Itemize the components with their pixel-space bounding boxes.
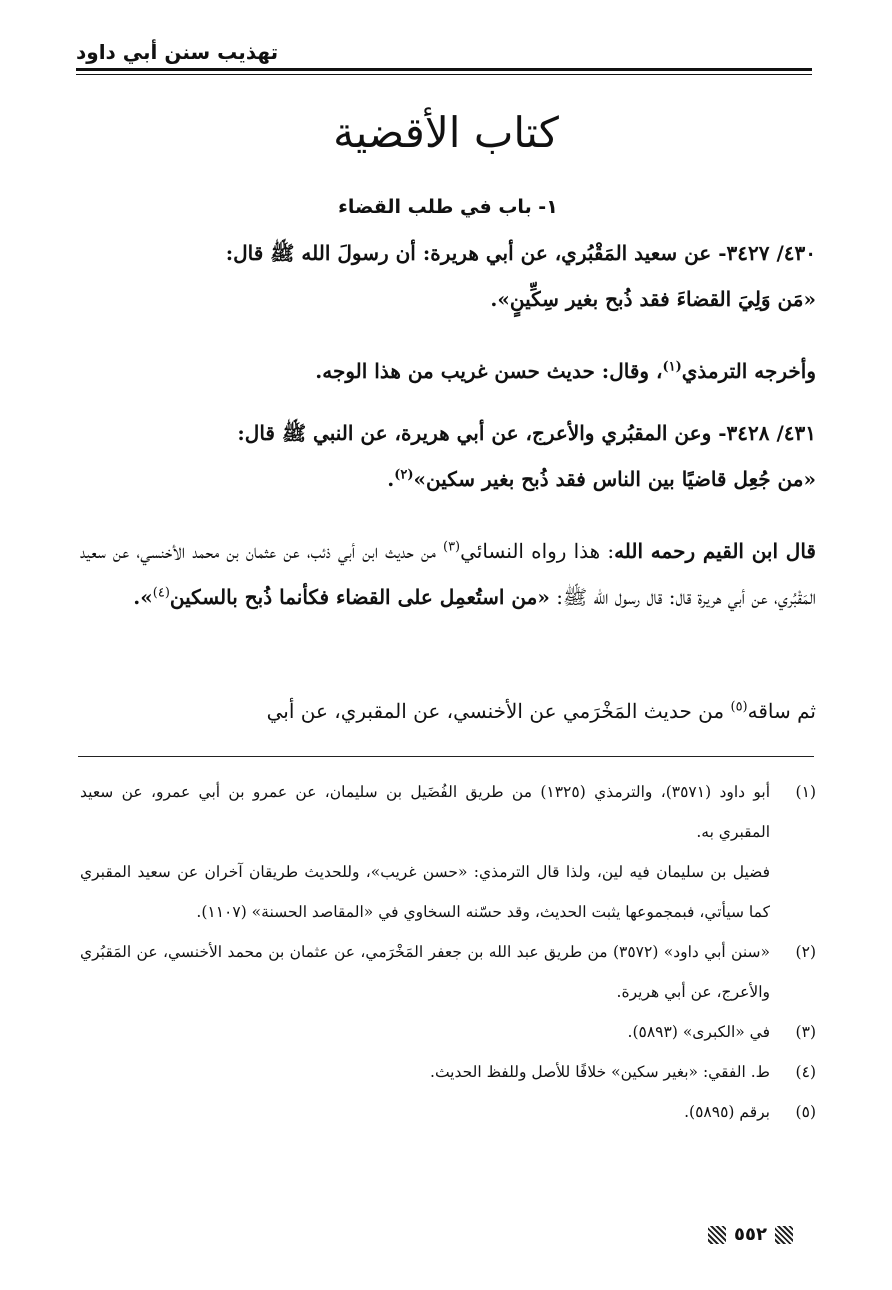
hadith-431	[80, 410, 816, 502]
final-text-a: ثم ساقه	[747, 699, 816, 723]
footnotes	[80, 772, 816, 1132]
ibn-qayyim-quote-end: ».	[133, 585, 153, 609]
footnote-text: أبو داود (٣٥٧١)، والترمذي (١٣٢٥) من طريق الفُضَيل بن سليمان، عن عمرو بن أبي عمرو، عن سعيد المقبري به.	[80, 783, 770, 841]
hadith-431-line-2	[80, 456, 816, 502]
hadith-430-line-2: «مَن وَلِيَ القضاءَ فقد ذُبح بغير سِكِّينٍ».	[490, 287, 816, 311]
main-text	[80, 230, 816, 322]
footnote-number: (٣)	[795, 1023, 816, 1041]
ibn-qayyim-lead: قال ابن القيم رحمه الله	[614, 539, 816, 563]
chapter-heading: ١- باب في طلب القضاء	[338, 196, 558, 218]
final-paragraph	[80, 688, 816, 734]
footnote-item	[80, 1052, 816, 1092]
footnote-ref-3[interactable]: (٣)	[442, 539, 461, 555]
footnote-item	[80, 1092, 816, 1132]
footnote-number: (٤)	[795, 1063, 816, 1081]
footnote-item	[80, 772, 816, 852]
footnote-ref-5[interactable]: (٥)	[730, 699, 748, 715]
footnote-number: (٢)	[795, 943, 816, 961]
hadith-431-line-1: ٤٣١/ ٣٤٢٨- وعن المقبُري والأعرج، عن أبي هريرة، عن النبي ﷺ قال:	[237, 421, 816, 445]
final-text-b: من حديث المَخْرَمي عن الأخنسي، عن المقبري، عن أبي	[266, 699, 731, 723]
header-rule-thin	[76, 74, 812, 75]
footnote-text: ط. الفقي: «بغير سكين» خلافًا للأصل وللفظ الحديث.	[430, 1063, 770, 1081]
page-number-block	[708, 1224, 793, 1245]
ibn-qayyim-text-b: من حديث ابن أبي ذئب، عن عثمان بن محمد الأخنسي، عن سعيد المَقْبُري، عن أبي هريرة قال: قال رسول الله ﷺ:	[80, 539, 816, 609]
book-title: كتاب الأقضية	[333, 108, 559, 157]
takhrij-paragraph	[80, 348, 816, 394]
ornament-icon	[775, 1226, 793, 1244]
footnote-item	[80, 932, 816, 1012]
footnote-ref-4[interactable]: (٤)	[152, 585, 170, 601]
running-head: تهذيب سنن أبي داود	[76, 40, 279, 64]
ornament-icon	[708, 1226, 726, 1244]
footnote-ref-2[interactable]: (٢)	[394, 467, 414, 483]
hadith-431-quote: «من جُعِل قاضيًا بين الناس فقد ذُبح بغير سكين»	[413, 467, 816, 491]
footnote-separator	[78, 756, 814, 757]
footnote-text: «سنن أبي داود» (٣٥٧٢) من طريق عبد الله بن جعفر المَخْرَمي، عن عثمان بن محمد الأخنسي، عن المَقبُري والأعرج، عن أبي هريرة.	[80, 943, 770, 1001]
header-rule-thick	[76, 68, 812, 71]
footnote-text: فضيل بن سليمان فيه لين، ولذا قال الترمذي: «حسن غريب»، وللحديث طريقان آخران عن سعيد المقبري كما سيأتي، فبمجموعها يثبت الحديث، وقد حسّنه السخاوي في «المقاصد الحسنة» (١١٠٧).	[80, 863, 770, 921]
takhrij-text-b: ، وقال: حديث حسن غريب من هذا الوجه.	[315, 359, 663, 383]
hadith-431-end: .	[387, 467, 395, 491]
ibn-qayyim-quote: «من استُعمِل على القضاء فكأنما ذُبح بالسكين	[169, 585, 550, 609]
page-number: ٥٥٢	[734, 1224, 767, 1245]
footnote-number	[770, 852, 816, 932]
ibn-qayyim-paragraph	[80, 528, 816, 620]
takhrij-text-a: وأخرجه الترمذي	[681, 359, 816, 383]
footnote-number: (١)	[795, 783, 816, 801]
takhrij-line	[80, 348, 816, 394]
ibn-qayyim-text-a: : هذا رواه النسائي	[460, 539, 615, 563]
final-line	[80, 688, 816, 734]
footnote-text: برقم (٥٨٩٥).	[684, 1103, 770, 1121]
footnote-ref-1[interactable]: (١)	[662, 359, 682, 375]
ibn-qayyim-text	[80, 528, 816, 620]
footnote-item	[80, 1012, 816, 1052]
footnote-number: (٥)	[795, 1103, 816, 1121]
hadith-430-line-1: ٤٣٠/ ٣٤٢٧- عن سعيد المَقْبُري، عن أبي هريرة: أن رسولَ الله ﷺ قال:	[225, 241, 816, 265]
footnote-item	[80, 852, 816, 932]
footnote-text: في «الكبرى» (٥٨٩٣).	[627, 1023, 770, 1041]
